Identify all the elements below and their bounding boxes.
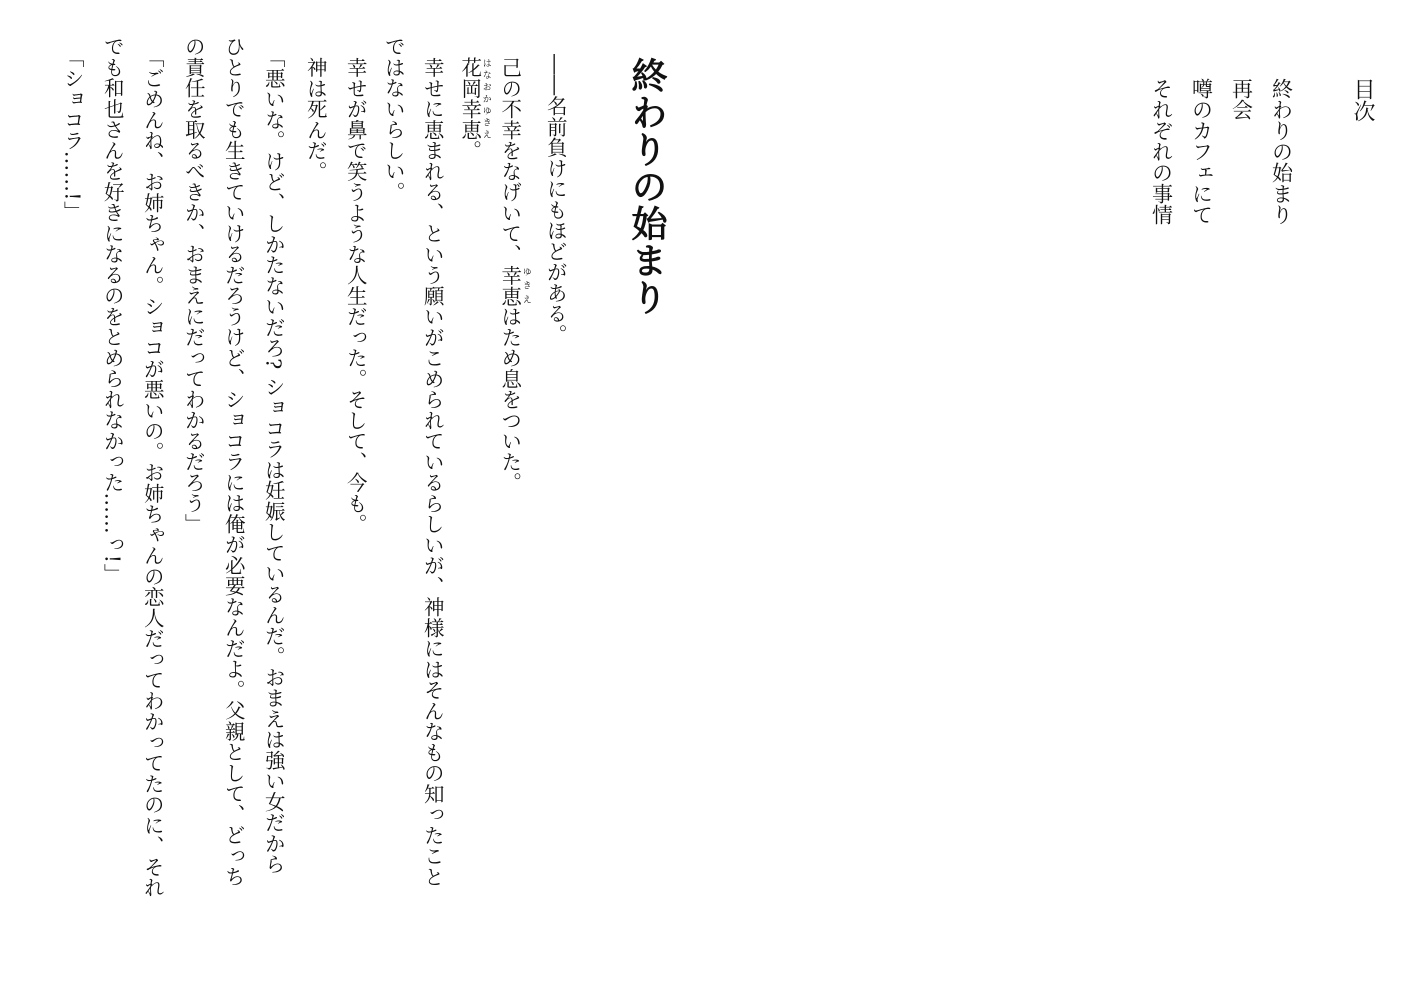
ruby-hanaoka-yukie: 花岡幸恵 はなおかゆきえ <box>457 57 491 140</box>
toc-heading: 目次 <box>1350 78 1375 122</box>
ruby-yukie: 幸恵 ゆきえ <box>497 264 531 306</box>
body-line-7: 神は死んだ。 <box>303 57 328 182</box>
ruby-hanaoka-yukie-reading: はなおかゆきえ <box>480 57 491 140</box>
body-line-1: ――名前負けにもほどがある。 <box>543 54 568 345</box>
toc-item-4[interactable]: それぞれの事情 <box>1149 78 1174 225</box>
body-line-2-text-b: はため息をついた。 <box>497 306 522 493</box>
body-line-10: の責任を取るべきか、おまえにだってわかるだろう」 <box>181 36 206 534</box>
body-line-13: 「ショコラ……!」 <box>60 47 85 222</box>
toc-item-3[interactable]: 噂のカフェにて <box>1189 78 1214 225</box>
toc-item-2[interactable]: 再会 <box>1229 78 1254 120</box>
body-line-2 <box>499 57 531 493</box>
body-line-5: ではないらしい。 <box>381 36 406 202</box>
body-line-4: 幸せに恵まれる、という願いがこめられているらしいが、神様にはそんなもの知ったこと <box>420 57 445 887</box>
body-line-3 <box>459 57 491 161</box>
body-line-8: 「悪いな。けど、しかたないだろ? ショコラは妊娠しているんだ。おまえは強い女だから <box>261 47 286 875</box>
body-line-9: ひとりでも生きていけるだろうけど、ショコラには俺が必要なんだよ。父親として、どっち <box>221 36 246 887</box>
toc-item-1[interactable]: 終わりの始まり <box>1269 78 1294 225</box>
body-line-11: 「ごめんね、お姉ちゃん。ショコが悪いの。お姉ちゃんの恋人だってわかってたのに、それ <box>140 47 165 898</box>
ruby-yukie-reading: ゆきえ <box>520 264 531 306</box>
body-line-12: でも和也さんを好きになるのをとめられなかった……っ!」 <box>100 36 125 584</box>
body-line-3-text-b: 。 <box>457 140 482 161</box>
body-line-6: 幸せが鼻で笑うような人生だった。そして、今も。 <box>343 57 368 535</box>
chapter-title: 終わりの始まり <box>626 57 667 316</box>
body-line-2-text-a: 己の不幸をなげいて、 <box>497 57 522 265</box>
